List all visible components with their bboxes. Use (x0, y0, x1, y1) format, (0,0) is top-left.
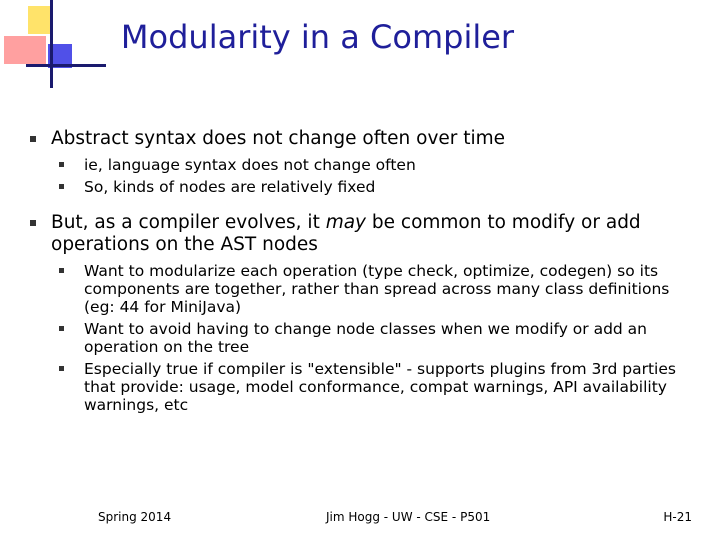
slide-title: Modularity in a Compiler (120, 18, 515, 56)
bullet-2-sub-2: Want to avoid having to change node classes when we modify or add an operation on the tree (51, 320, 700, 356)
bullet-1-sub-1: ie, language syntax does not change often (51, 156, 700, 174)
bullet-1: Abstract syntax does not change often over time (30, 128, 700, 150)
bullet-2-emphasis: may (325, 212, 367, 233)
bullet-2-text-before: But, as a compiler evolves, it (51, 212, 326, 233)
footer-slide-number: H-21 (663, 510, 692, 524)
footer-author: Jim Hogg - UW - CSE - P501 (326, 510, 491, 524)
bullet-2 (30, 212, 700, 256)
bullet-2-text-after: be common to modify or add operations on the AST nodes (51, 212, 641, 255)
bullet-1-sub-2: So, kinds of nodes are relatively fixed (51, 178, 700, 196)
bullet-2-sub-3: Especially true if compiler is "extensible" - supports plugins from 3rd parties that provide: usage, model conformance, compat warnings, API availability warnings, etc (51, 360, 700, 414)
slide-content (30, 128, 700, 418)
bullet-2-sub-1: Want to modularize each operation (type check, optimize, codegen) so its components are together, rather than spread across many class definitions (eg: 44 for MiniJava) (51, 262, 700, 316)
footer-date: Spring 2014 (98, 510, 172, 524)
logo-horizontal-line (26, 64, 106, 67)
